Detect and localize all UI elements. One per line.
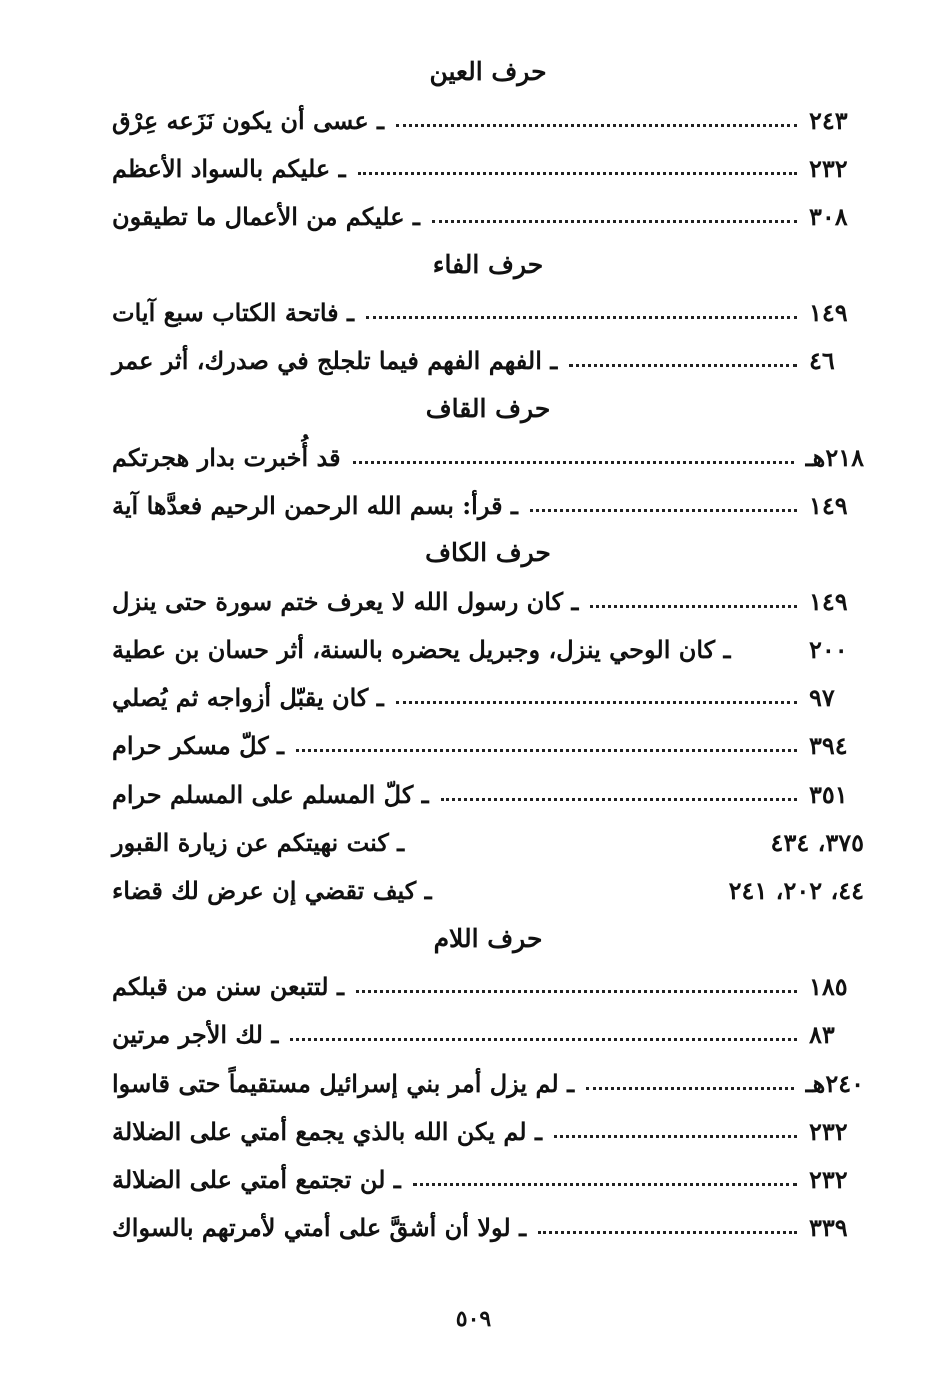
dot-leader — [432, 220, 797, 223]
entry-page-ref: ١٨٥ — [809, 972, 848, 1002]
index-entry — [112, 1155, 864, 1203]
entry-page-ref: ٢١٨هـ — [805, 442, 864, 472]
entry-text: ـ لم يكن الله بالذي يجمع أمتي على الضلالة — [112, 1116, 542, 1146]
index-entry — [112, 337, 864, 385]
dot-leader — [353, 461, 794, 464]
index-entry — [112, 192, 864, 240]
dot-leader — [554, 1135, 797, 1138]
entry-page-ref: ٢٣٢ — [809, 153, 848, 183]
entry-text: ـ لم يزل أمر بني إسرائيل مستقيماً حتى قاسوا — [112, 1068, 575, 1098]
index-entry — [112, 1107, 864, 1155]
entry-text: ـ لولا أن أشقَّ على أمتي لأمرتهم بالسواك — [112, 1213, 527, 1243]
dot-leader — [413, 1183, 797, 1186]
dot-leader — [366, 316, 797, 319]
index-entry — [112, 577, 864, 625]
entry-page-ref: ٨٣ — [809, 1020, 835, 1050]
entry-text: ـ كيف تقضي إن عرض لك قضاء — [112, 876, 432, 906]
entry-page-ref: ١٤٩ — [809, 490, 848, 520]
entry-text: ـ لك الأجر مرتين — [112, 1020, 279, 1050]
entry-text: ـ عليكم من الأعمال ما تطيقون — [112, 201, 420, 231]
dot-leader — [590, 605, 797, 608]
index-entry — [112, 481, 864, 529]
index-entry — [112, 96, 864, 144]
index-entry — [112, 818, 864, 866]
entry-page-ref: ٣٠٨ — [809, 201, 848, 231]
entry-text: قد أُخبرت بدار هجرتكم — [112, 442, 341, 472]
dot-leader — [396, 124, 797, 127]
entry-text: ـ قرأ: بسم الله الرحمن الرحيم فعدَّها آية — [112, 490, 518, 520]
entry-page-ref: ٣٥١ — [809, 779, 848, 809]
entry-text: ـ عسى أن يكون نَزَعه عِرْق — [112, 105, 385, 135]
section-heading: حرف العين — [429, 57, 547, 86]
entry-page-ref: ٣٧٥، ٤٣٤ — [770, 827, 864, 857]
index-entry — [112, 1059, 864, 1107]
entry-page-ref: ٢٤٣ — [809, 105, 848, 135]
entry-text: ـ لتتبعن سنن من قبلكم — [112, 972, 344, 1002]
dot-leader — [538, 1231, 797, 1234]
index-entry — [112, 144, 864, 192]
entry-text: ـ كنت نهيتكم عن زيارة القبور — [112, 827, 405, 857]
hadith-index — [112, 48, 864, 1252]
index-entry — [112, 1204, 864, 1252]
entry-text: ـ الفهم الفهم فيما تلجلج في صدرك، أثر عمر — [112, 346, 558, 376]
entry-page-ref: ٣٩٤ — [809, 731, 848, 761]
dot-leader — [441, 798, 797, 801]
entry-text: ـ كلّ مسكر حرام — [112, 731, 285, 761]
entry-page-ref: ٢٠٠ — [809, 635, 848, 665]
entry-page-ref: ٣٣٩ — [809, 1213, 848, 1243]
entry-page-ref: ٤٦ — [809, 346, 835, 376]
entry-text: ـ كان رسول الله لا يعرف ختم سورة حتى ينزل — [112, 586, 579, 616]
section-heading: حرف الكاف — [425, 538, 551, 568]
index-entry — [112, 770, 864, 818]
dot-leader — [358, 172, 797, 175]
dot-leader — [530, 509, 797, 512]
dot-leader — [290, 1038, 797, 1041]
index-entry — [112, 963, 864, 1011]
entry-page-ref: ٢٣٢ — [809, 1164, 848, 1194]
index-entry — [112, 674, 864, 722]
index-entry — [112, 866, 864, 914]
entry-text: ـ فاتحة الكتاب سبع آيات — [112, 298, 355, 328]
index-entry — [112, 1011, 864, 1059]
entry-page-ref: ١٤٩ — [809, 586, 848, 616]
dot-leader — [586, 1087, 794, 1090]
entry-text: ـ كان الوحي ينزل، وجبريل يحضره بالسنة، أثر حسان بن عطية — [112, 635, 731, 665]
index-entry — [112, 289, 864, 337]
index-entry — [112, 433, 864, 481]
entry-text: ـ لن تجتمع أمتي على الضلالة — [112, 1164, 401, 1194]
section-heading: حرف الفاء — [432, 249, 544, 279]
entry-page-ref: ٢٤٠هـ — [805, 1068, 864, 1098]
section-heading: حرف اللام — [433, 923, 543, 953]
entry-text: ـ عليكم بالسواد الأعظم — [112, 153, 346, 183]
page-number: ٥٠٩ — [455, 1306, 492, 1332]
dot-leader — [296, 749, 797, 752]
index-entry — [112, 626, 864, 674]
dot-leader — [356, 990, 797, 993]
entry-page-ref: ٩٧ — [809, 683, 835, 713]
entry-page-ref: ١٤٩ — [809, 298, 848, 328]
entry-page-ref: ٢٣٢ — [809, 1116, 848, 1146]
section-heading: حرف القاف — [425, 393, 551, 423]
index-entry — [112, 722, 864, 770]
entry-text: ـ كان يقبّل أزواجه ثم يُصلي — [112, 683, 384, 713]
dot-leader — [396, 701, 797, 704]
entry-text: ـ كلّ المسلم على المسلم حرام — [112, 779, 429, 809]
entry-page-ref: ٤٤، ٢٠٢، ٢٤١ — [728, 876, 864, 906]
dot-leader — [569, 364, 797, 367]
